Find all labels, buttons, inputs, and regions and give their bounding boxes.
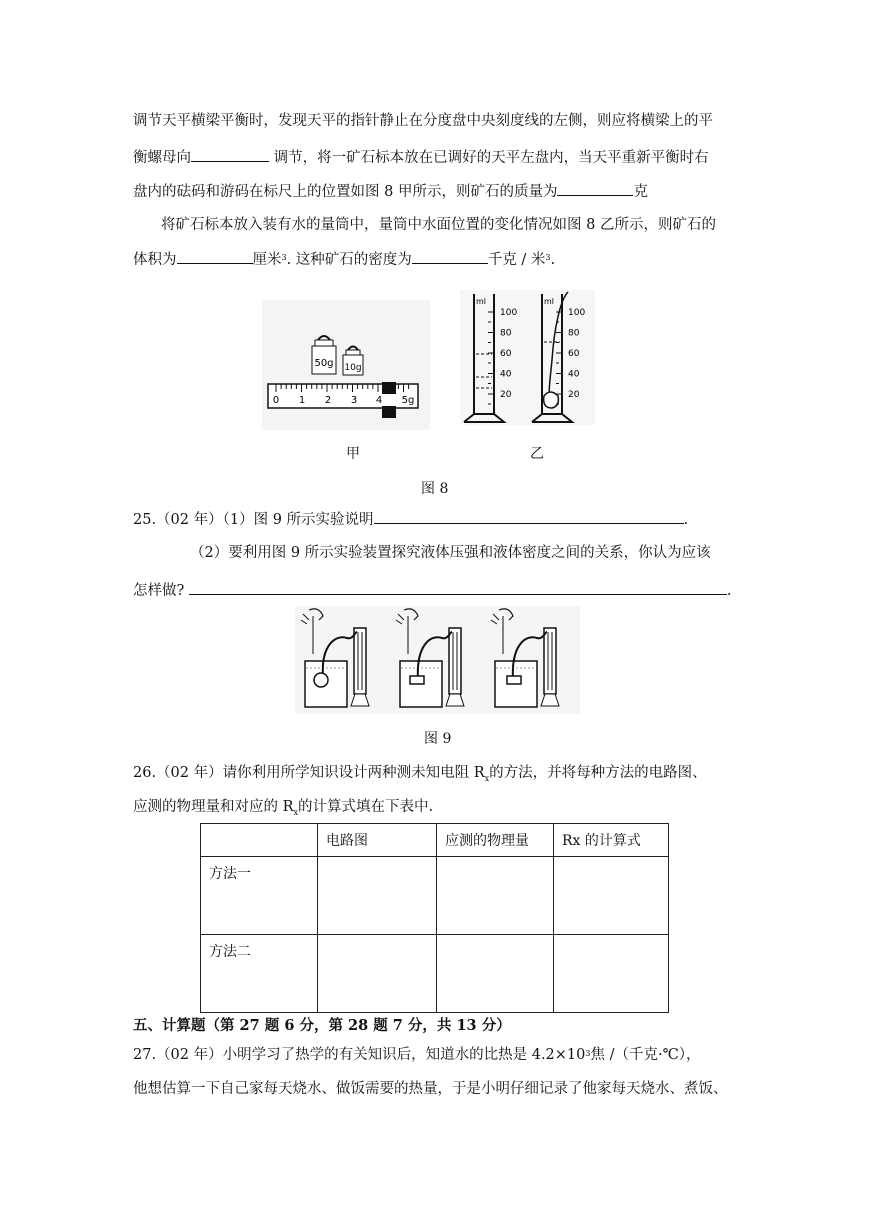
unit-superscript: 3: [281, 253, 287, 262]
q26-line2-a: 应测的物理量和对应的 R: [133, 799, 294, 815]
q24-line3-a: 盘内的砝码和游码在标尺上的位置如图 8 甲所示，则矿石的质量为: [133, 184, 558, 200]
q26-line1-b: 的方法，并将每种方法的电路图、: [489, 765, 707, 781]
q27-superscript: 3: [585, 1049, 591, 1058]
table-header-circuit: 电路图: [318, 824, 437, 857]
q26-line1: [133, 763, 707, 789]
figure8-label-a: 甲: [346, 446, 360, 462]
q24-line2: [133, 147, 709, 168]
q26-line1-a: 26.（02 年）请你利用所学知识设计两种测未知电阻 R: [133, 765, 485, 781]
q24-line5-a: 体积为: [133, 252, 177, 268]
q27-line1: [133, 1045, 701, 1065]
answer-blank-direction[interactable]: [191, 147, 269, 162]
tick-label-3: 3: [350, 395, 358, 406]
section-heading: 五、计算题（第 27 题 6 分，第 28 题 7 分，共 13 分）: [133, 1017, 511, 1034]
cyl-scale-label: 80: [568, 328, 580, 339]
weight-10g-icon: [343, 347, 363, 376]
tick-label-5: 5g: [401, 395, 415, 406]
table-header-row: [201, 824, 669, 857]
answer-cell-circuit-2[interactable]: [318, 935, 437, 1013]
answer-cell-circuit-1[interactable]: [318, 857, 437, 935]
q24-line4: 将矿石标本放入装有水的量筒中，量筒中水面位置的变化情况如图 8 乙所示，则矿石的: [161, 217, 716, 233]
cyl-scale-label: 40: [568, 369, 580, 380]
figure8-cylinders-diagram: [460, 290, 595, 425]
q25-line1: [133, 509, 688, 530]
q24-line2-b: 调节，将一矿石标本放在已调好的天平左盘内，当天平重新平衡时右: [273, 150, 709, 166]
q25-line3: [133, 580, 732, 601]
q24-line1: 调节天平横梁平衡时，发现天平的指针静止在分度盘中央刻度线的左侧，则应将横梁上的平: [133, 113, 713, 129]
q25-line2: （2）要利用图 9 所示实验装置探究液体压强和液体密度之间的关系，你认为应该: [190, 545, 711, 561]
cyl-unit-label: ml: [476, 297, 487, 306]
table-row-label-method1: 方法一: [201, 857, 318, 935]
table-header-quantities: 应测的物理量: [437, 824, 554, 857]
answer-blank-volume[interactable]: [177, 249, 253, 264]
table-row: [201, 857, 669, 935]
q24-line5-d: 千克 / 米: [487, 252, 546, 268]
q24-line2-a: 衡螺母向: [133, 150, 191, 166]
unit-superscript-2: 3: [545, 253, 551, 262]
tick-label-4: 4: [375, 395, 383, 406]
table-row: [201, 935, 669, 1013]
rider-icon: [382, 382, 396, 394]
cyl-scale-label: 100: [500, 308, 518, 318]
answer-blank-density[interactable]: [412, 249, 488, 264]
weight-50g-icon: [312, 336, 336, 374]
tick-label-0: 0: [272, 395, 280, 406]
q26-line2-b: 的计算式填在下表中.: [298, 799, 434, 815]
q26-line2: [133, 797, 433, 823]
weight-10g-label: 10g: [344, 363, 362, 373]
answer-cell-formula-1[interactable]: [554, 857, 669, 935]
figure9-pressure-diagram: [295, 606, 580, 714]
q25-line1-text: 25.（02 年）（1）图 9 所示实验说明: [133, 512, 374, 528]
q26-sub-x: x: [484, 773, 490, 783]
figure8-caption: 图 8: [421, 481, 449, 497]
q25-line1-end: .: [683, 512, 689, 528]
answer-table: [200, 823, 669, 1013]
answer-blank-q25-1[interactable]: [374, 509, 684, 524]
q27-line1-a: 27.（02 年）小明学习了热学的有关知识后，知道水的比热是 4.2×10: [133, 1047, 586, 1063]
weight-50g-label: 50g: [314, 358, 334, 369]
q24-line5-c: . 这种矿石的密度为: [286, 252, 412, 268]
q27-line1-b: 焦 /（千克·℃），: [590, 1047, 701, 1063]
answer-cell-formula-2[interactable]: [554, 935, 669, 1013]
tick-label-2: 2: [324, 395, 332, 406]
cyl-scale-label: 60: [568, 349, 580, 359]
cyl-scale-label: 60: [500, 349, 512, 359]
figure8-label-b: 乙: [530, 446, 544, 462]
tick-label-1: 1: [298, 395, 306, 406]
q24-line3-b: 克: [633, 184, 648, 200]
q24-line5-e: .: [550, 252, 556, 268]
answer-cell-quantities-2[interactable]: [437, 935, 554, 1013]
q24-line5-b: 厘米: [252, 252, 282, 268]
cyl-unit-label-2: ml: [544, 297, 555, 306]
answer-blank-q25-2[interactable]: [189, 580, 727, 595]
q25-line3-end: .: [726, 583, 732, 599]
cyl-scale-label: 80: [500, 328, 512, 339]
figure9-caption: 图 9: [424, 731, 452, 747]
q26-sub-x-2: x: [293, 807, 299, 817]
table-row-label-method2: 方法二: [201, 935, 318, 1013]
table-header-empty: [201, 824, 318, 857]
rider-shadow-icon: [382, 406, 396, 418]
table-header-formula: Rx 的计算式: [554, 824, 669, 857]
answer-blank-mass[interactable]: [557, 181, 633, 196]
figure8-balance-diagram: [262, 300, 430, 430]
cyl-scale-label: 20: [500, 390, 512, 400]
cyl-scale-label: 40: [500, 369, 512, 380]
q27-line2: 他想估算一下自己家每天烧水、做饭需要的热量，于是小明仔细记录了他家每天烧水、煮饭、: [133, 1081, 728, 1097]
cyl-scale-label: 20: [568, 390, 580, 400]
q24-line3: [133, 181, 648, 202]
q24-line5: [133, 249, 555, 270]
cyl-scale-label: 100: [568, 308, 586, 318]
answer-cell-quantities-1[interactable]: [437, 857, 554, 935]
q25-line3-text: 怎样做?: [133, 583, 185, 599]
